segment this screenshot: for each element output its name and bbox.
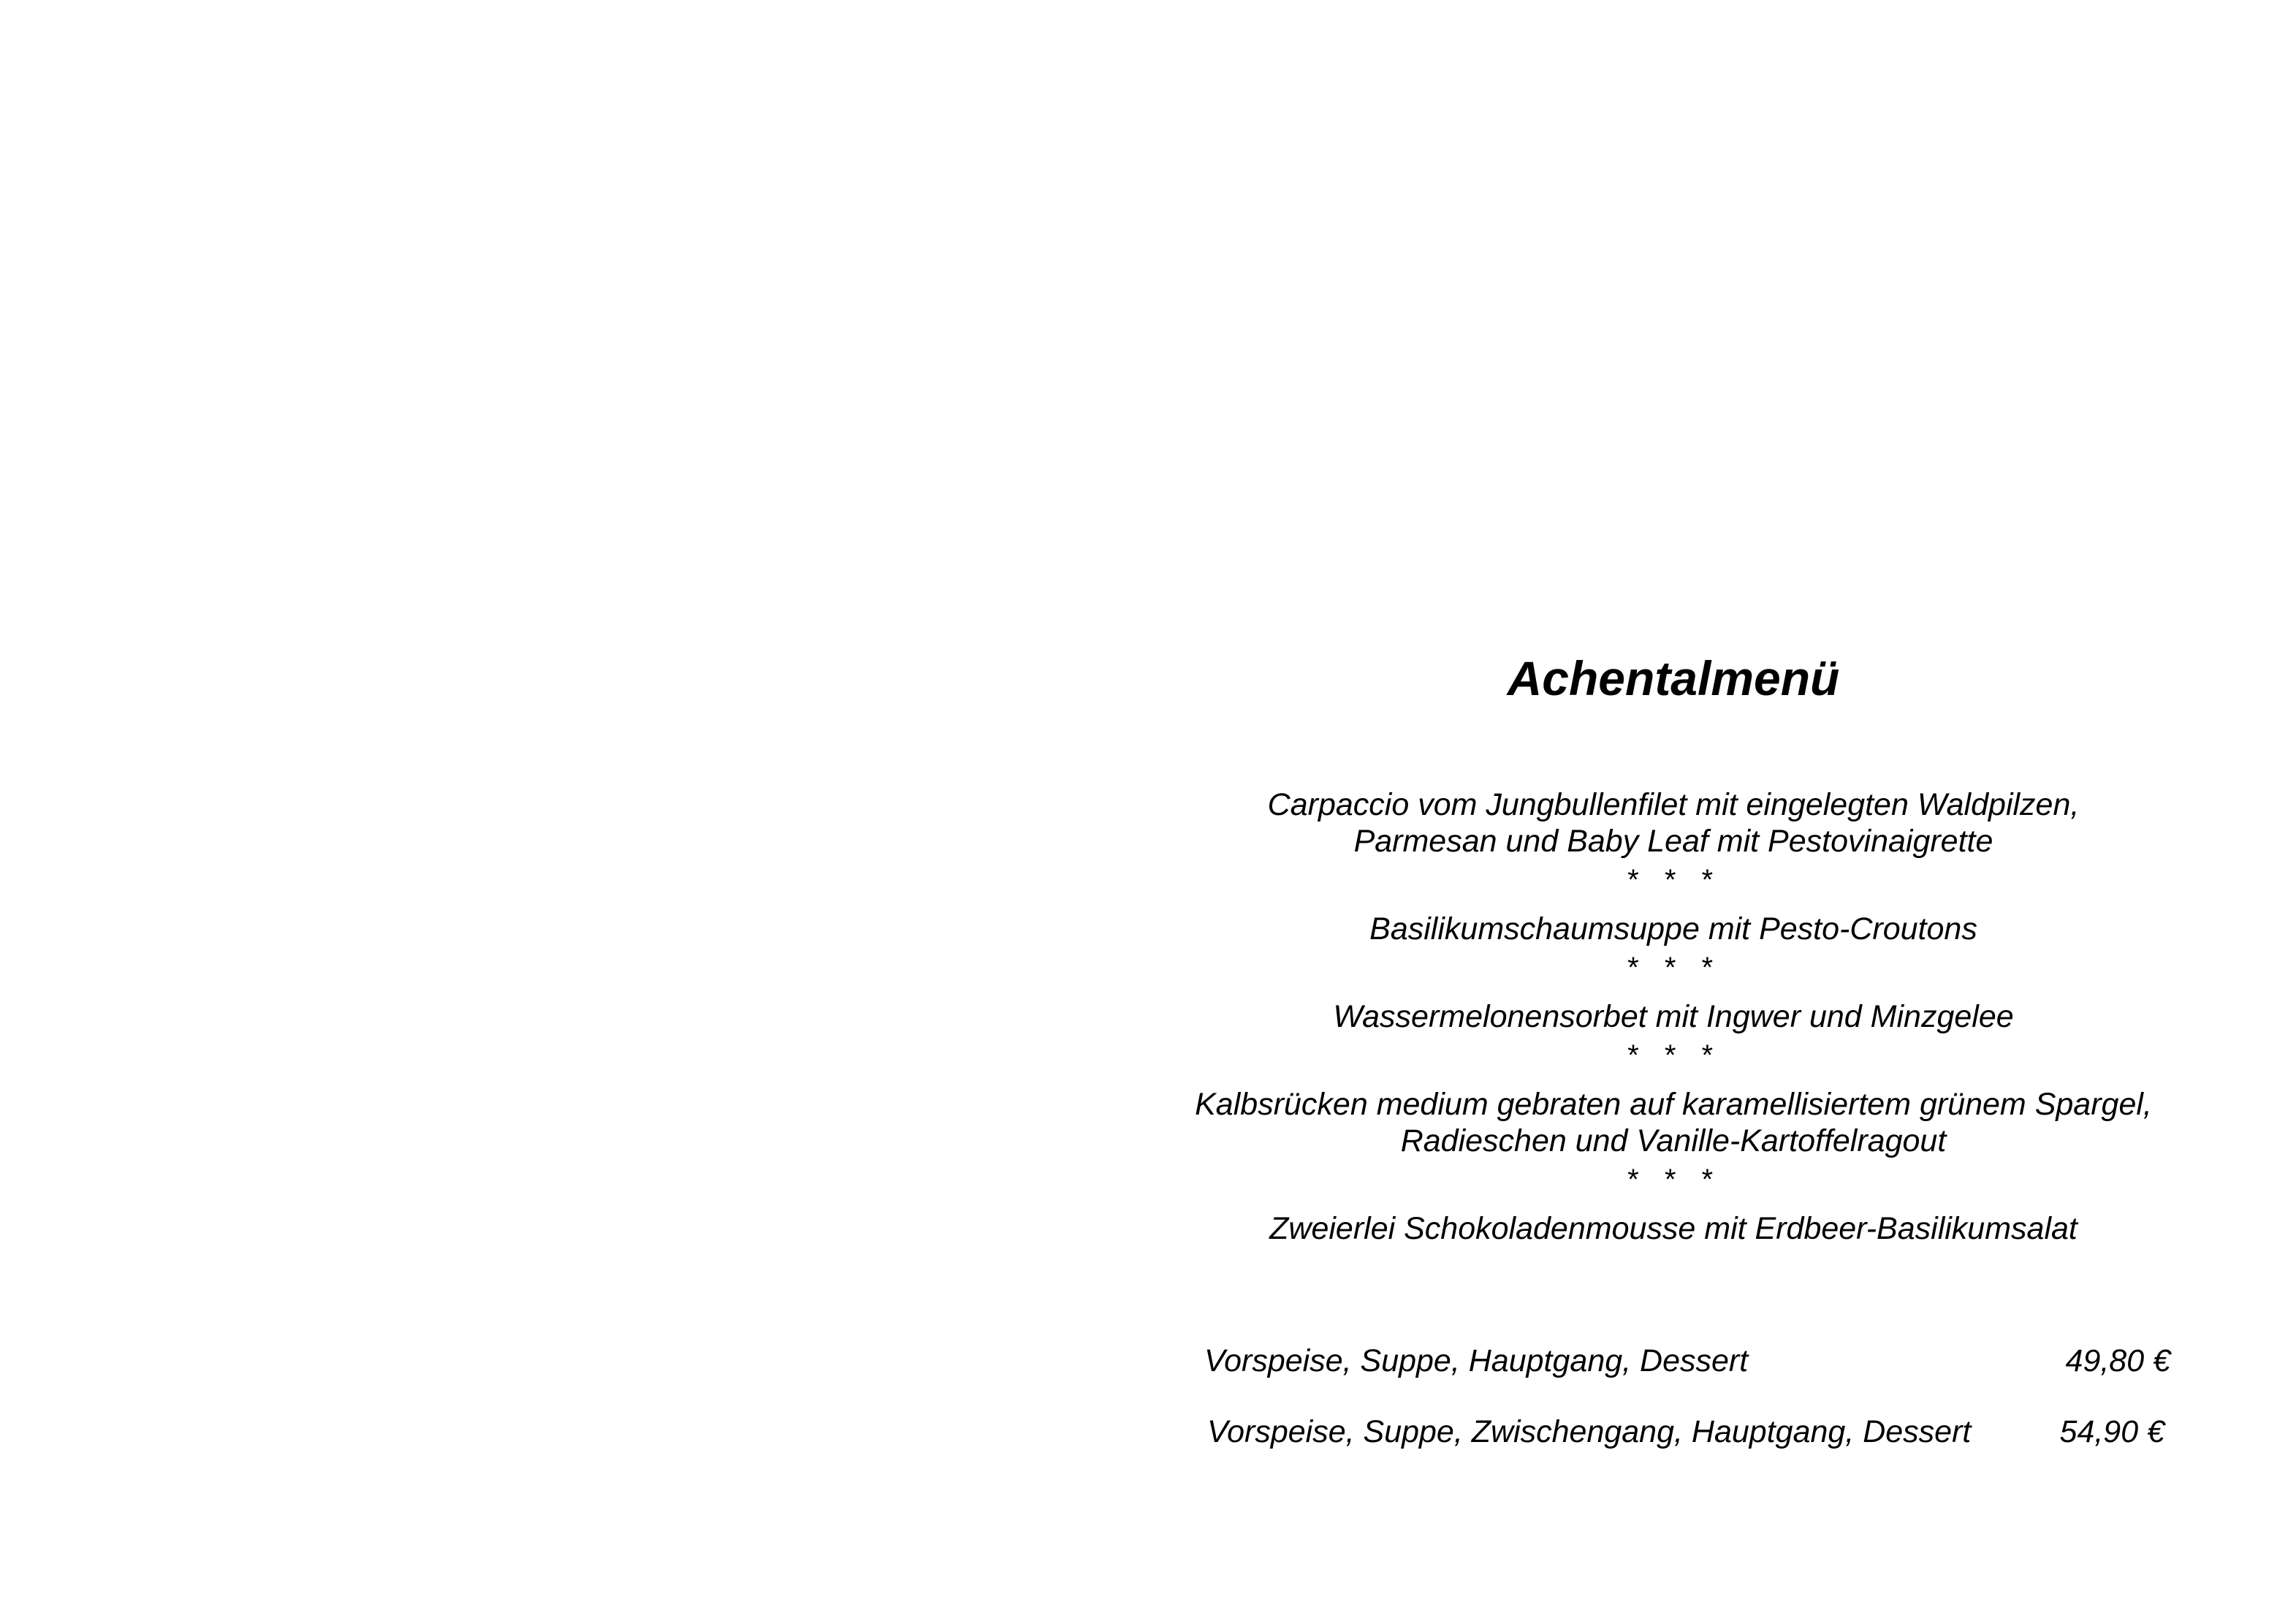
course-line: Carpaccio vom Jungbullenfilet mit eingelegten Waldpilzen, — [1267, 787, 2080, 822]
course-separator: * * * — [1626, 864, 1721, 896]
course-separator: * * * — [1626, 1039, 1721, 1071]
course-soup — [1184, 911, 2163, 947]
price-description: Vorspeise, Suppe, Hauptgang, Dessert — [1204, 1343, 1749, 1378]
price-value: 54,90 € — [2059, 1414, 2164, 1449]
course-separator: * * * — [1626, 952, 1721, 984]
course-line: Parmesan und Baby Leaf mit Pestovinaigrette — [1353, 824, 1993, 859]
menu-panel — [1184, 0, 2170, 1624]
course-main — [1184, 1086, 2163, 1159]
course-line: Zweierlei Schokoladenmousse mit Erdbeer-Basilikumsalat — [1269, 1211, 2078, 1246]
price-value: 49,80 € — [2065, 1343, 2170, 1378]
course-list — [1184, 786, 2163, 1247]
course-dessert — [1184, 1210, 2163, 1247]
menu-title: Achentalmenü — [1507, 651, 1840, 705]
course-line: Kalbsrücken medium gebraten auf karamellisiertem grünem Spargel, — [1195, 1087, 2152, 1122]
course-line: Basilikumschaumsuppe mit Pesto-Croutons — [1369, 911, 1977, 946]
price-description: Vorspeise, Suppe, Zwischengang, Hauptgang, Dessert — [1207, 1414, 1972, 1449]
course-starter — [1184, 786, 2163, 860]
course-separator: * * * — [1626, 1164, 1721, 1196]
course-intermediate — [1184, 998, 2163, 1035]
course-line: Radieschen und Vanille-Kartoffelragout — [1400, 1123, 1947, 1158]
course-line: Wassermelonensorbet mit Ingwer und Minzgelee — [1333, 999, 2014, 1034]
